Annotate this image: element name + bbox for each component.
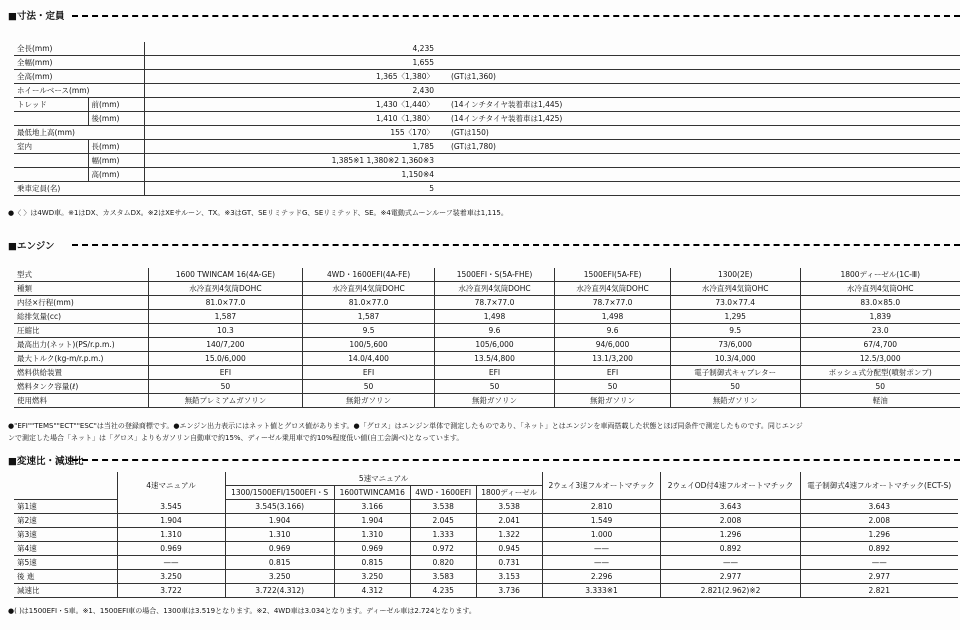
engine-cell: 9.6: [434, 324, 554, 338]
engine-cell: EFI: [555, 366, 671, 380]
engine-cell: 10.3/4,000: [670, 352, 800, 366]
dimensions-value: 1,785: [218, 140, 448, 154]
dimensions-row: [14, 154, 960, 168]
engine-cell: 140/7,200: [148, 338, 303, 352]
gear-cell: 1.904: [225, 514, 334, 528]
gear-cell: 2.977: [800, 570, 958, 584]
gear-rule: [72, 459, 960, 461]
dimensions-note: (14インチタイヤ装着車は1,425): [448, 112, 960, 126]
gear-cell: 2.008: [661, 514, 800, 528]
gear-head-ect: 電子制御式4速フルオートマチック(ECT-S): [800, 472, 958, 500]
engine-cell: 1,839: [800, 310, 960, 324]
gear-cell: 3.736: [476, 584, 542, 598]
dimensions-value: 4,235: [218, 42, 448, 56]
gear-cell: 0.969: [334, 542, 410, 556]
dimensions-value: 1,655: [218, 56, 448, 70]
gear-cell: 3.583: [410, 570, 476, 584]
gear-cell: 1.549: [542, 514, 661, 528]
engine-cell: 水冷直列4気筒OHC: [800, 282, 960, 296]
engine-cell: 水冷直列4気筒OHC: [670, 282, 800, 296]
engine-cell: 1,587: [303, 310, 434, 324]
engine-cell: 67/4,700: [800, 338, 960, 352]
engine-row: [14, 394, 960, 408]
gear-row: [14, 528, 958, 542]
gear-corner: [14, 472, 117, 486]
dimensions-spacer: [144, 168, 218, 182]
dimensions-sublabel: 幅(mm): [88, 154, 144, 168]
dimensions-value: 5: [218, 182, 448, 196]
gear-cell: 3.333※1: [542, 584, 661, 598]
engine-row-label: 最大トルク(kg-m/r.p.m.): [14, 352, 148, 366]
gear-cell: 0.972: [410, 542, 476, 556]
dimensions-label: 乗車定員(名): [14, 182, 144, 196]
gear-cell: 0.820: [410, 556, 476, 570]
gear-row: [14, 514, 958, 528]
engine-cell: 50: [800, 380, 960, 394]
gear-cell: 3.545: [117, 500, 225, 514]
gear-cell: ——: [800, 556, 958, 570]
dimensions-label: [14, 168, 88, 182]
gear-cell: 3.166: [334, 500, 410, 514]
gear-head-diesel: 1800ディーゼル: [476, 486, 542, 500]
engine-row: [14, 380, 960, 394]
engine-cell: ボッシュ式分配型(噴射ポンプ): [800, 366, 960, 380]
gear-cell: ——: [542, 542, 661, 556]
dimensions-sublabel: 後(mm): [88, 112, 144, 126]
dimensions-spacer: [144, 98, 218, 112]
dimensions-spacer: [144, 154, 218, 168]
engine-cell: 23.0: [800, 324, 960, 338]
gear-cell: 1.000: [542, 528, 661, 542]
dimensions-label: [14, 112, 88, 126]
gear-cell: ——: [661, 556, 800, 570]
dimensions-value: 1,430〈1,440〉: [218, 98, 448, 112]
engine-cell: 9.6: [555, 324, 671, 338]
gear-cell: 1.310: [334, 528, 410, 542]
dimensions-note: (GTは1,780): [448, 140, 960, 154]
gear-cell: 0.815: [334, 556, 410, 570]
gear-title: ■変速比・減速比: [8, 456, 84, 467]
gear-row-label: 後 進: [14, 570, 117, 584]
engine-row-label: 燃料供給装置: [14, 366, 148, 380]
dimensions-note: (14インチタイヤ装着車は1,445): [448, 98, 960, 112]
engine-cell: 10.3: [148, 324, 303, 338]
engine-cell: 13.1/3,200: [555, 352, 671, 366]
engine-cell: 1,587: [148, 310, 303, 324]
dimensions-label: ホイールベース(mm): [14, 84, 144, 98]
gear-cell: 2.821: [800, 584, 958, 598]
dimensions-spacer: [144, 56, 218, 70]
gear-cell: 0.815: [225, 556, 334, 570]
dimensions-label: 最低地上高(mm): [14, 126, 144, 140]
gear-cell: 2.008: [800, 514, 958, 528]
gear-cell: 3.538: [476, 500, 542, 514]
engine-cell: 無鉛プレミアムガソリン: [148, 394, 303, 408]
gear-cell: 3.722(4.312): [225, 584, 334, 598]
engine-cell: 無鉛ガソリン: [670, 394, 800, 408]
engine-cell: 1,498: [434, 310, 554, 324]
dimensions-row: [14, 70, 960, 84]
gear-cell: ——: [542, 556, 661, 570]
engine-row-label: 燃料タンク容量(ℓ): [14, 380, 148, 394]
dimensions-note: [448, 84, 960, 98]
gear-cell: 2.296: [542, 570, 661, 584]
engine-cell: 無鉛ガソリン: [303, 394, 434, 408]
engine-row-label: 圧縮比: [14, 324, 148, 338]
dimensions-note: [448, 42, 960, 56]
dimensions-sublabel: 前(mm): [88, 98, 144, 112]
engine-row: [14, 324, 960, 338]
gear-row: [14, 556, 958, 570]
engine-row: [14, 296, 960, 310]
dimensions-value: 1,385※1 1,380※2 1,360※3: [218, 154, 448, 168]
gear-cell: 3.250: [334, 570, 410, 584]
dimensions-row: [14, 140, 960, 154]
engine-cell: 14.0/4,400: [303, 352, 434, 366]
dimensions-label: トレッド: [14, 98, 88, 112]
engine-row-label: 内径×行程(mm): [14, 296, 148, 310]
gear-cell: 3.250: [225, 570, 334, 584]
engine-cell: 9.5: [670, 324, 800, 338]
engine-footnote-1: ●"EFI""TEMS""ECT""ESC"は当社の登録商標です。●エンジン出力表示にはネット値とグロス値があります。●「グロス」はエンジン単体で測定したものであり、「ネット」とはエンジンを車両搭載した状態とほぼ同条件で測定したものです。同じエンジ: [8, 422, 803, 430]
gear-cell: 3.538: [410, 500, 476, 514]
gear-cell: 1.310: [117, 528, 225, 542]
dimensions-value: 155〈170〉: [218, 126, 448, 140]
engine-cell: 50: [303, 380, 434, 394]
engine-column-header: 1500EFI・S(5A-FHE): [434, 268, 554, 282]
engine-column-header: 1800ディーゼル(1C-Ⅲ): [800, 268, 960, 282]
dimensions-note: [448, 168, 960, 182]
engine-cell: 無鉛ガソリン: [555, 394, 671, 408]
engine-cell: 78.7×77.0: [555, 296, 671, 310]
gear-row: [14, 584, 958, 598]
dimensions-row: [14, 168, 960, 182]
dimensions-value: 1,150※4: [218, 168, 448, 182]
dimensions-row: [14, 126, 960, 140]
engine-cell: 水冷直列4気筒DOHC: [555, 282, 671, 296]
engine-cell: 水冷直列4気筒DOHC: [303, 282, 434, 296]
gear-cell: 3.643: [800, 500, 958, 514]
dimensions-sublabel: 長(mm): [88, 140, 144, 154]
engine-column-header: 1600 TWINCAM 16(4A-GE): [148, 268, 303, 282]
dimensions-note: (GTは150): [448, 126, 960, 140]
engine-column-header: 1500EFI(5A-FE): [555, 268, 671, 282]
dimensions-spacer: [144, 84, 218, 98]
engine-cell: 50: [670, 380, 800, 394]
gear-footnote: ●( )は1500EFI・S車。※1、1500EFI車の場合、1300車は3.519となります。※2、4WD車は3.034となります。ディーゼル車は2.724となります。: [8, 607, 476, 615]
engine-cell: 無鉛ガソリン: [434, 394, 554, 408]
dimensions-rule: [72, 15, 960, 17]
gear-head-4at-od: 2ウェイOD付4速フルオートマチック: [661, 472, 800, 500]
dimensions-row: [14, 112, 960, 126]
gear-cell: 1.333: [410, 528, 476, 542]
gear-row-label: 第5速: [14, 556, 117, 570]
gear-cell: 3.643: [661, 500, 800, 514]
engine-cell: 電子制御式キャブレター: [670, 366, 800, 380]
engine-cell: 15.0/6,000: [148, 352, 303, 366]
engine-cell: EFI: [148, 366, 303, 380]
dimensions-label: 全長(mm): [14, 42, 144, 56]
gear-head-1600tc: 1600TWINCAM16: [334, 486, 410, 500]
dimensions-spacer: [144, 112, 218, 126]
gear-row-label: 第3速: [14, 528, 117, 542]
engine-cell: EFI: [303, 366, 434, 380]
engine-cell: 50: [555, 380, 671, 394]
engine-cell: 73.0×77.4: [670, 296, 800, 310]
engine-cell: 水冷直列4気筒DOHC: [434, 282, 554, 296]
gear-row-label: 第2速: [14, 514, 117, 528]
engine-cell: 水冷直列4気筒DOHC: [148, 282, 303, 296]
engine-cell: 1,498: [555, 310, 671, 324]
dimensions-note: (GTは1,360): [448, 70, 960, 84]
engine-row-label: 総排気量(cc): [14, 310, 148, 324]
dimensions-label: 全高(mm): [14, 70, 144, 84]
engine-row: [14, 352, 960, 366]
gear-row: [14, 542, 958, 556]
engine-row-label: 使用燃料: [14, 394, 148, 408]
dimensions-label: [14, 154, 88, 168]
gear-cell: 1.310: [225, 528, 334, 542]
gear-row-label: 減速比: [14, 584, 117, 598]
engine-cell: 81.0×77.0: [303, 296, 434, 310]
gear-row: [14, 570, 958, 584]
engine-cell: 軽油: [800, 394, 960, 408]
gear-row: [14, 500, 958, 514]
dimensions-label: 全幅(mm): [14, 56, 144, 70]
gear-cell: 1.296: [800, 528, 958, 542]
dimensions-spacer: [144, 182, 218, 196]
gear-cell: 3.545(3.166): [225, 500, 334, 514]
gear-cell: 0.731: [476, 556, 542, 570]
engine-footnote-2: ンで測定した場合「ネット」は「グロス」よりもガソリン自動車で約15%、ディーゼル乗用車で約10%程度低い値(自工会調べ)となっています。: [8, 434, 464, 442]
gear-corner-2: [14, 486, 117, 500]
gear-cell: 0.969: [225, 542, 334, 556]
gear-cell: 4.312: [334, 584, 410, 598]
engine-row: [14, 310, 960, 324]
dimensions-value: 2,430: [218, 84, 448, 98]
gear-cell: 4.235: [410, 584, 476, 598]
gear-row-label: 第4速: [14, 542, 117, 556]
gear-cell: 2.810: [542, 500, 661, 514]
dimensions-row: [14, 98, 960, 112]
dimensions-title: ■寸法・定員: [8, 11, 65, 22]
gear-head-5mt: 5速マニュアル: [225, 472, 542, 486]
engine-row-header: 型式: [14, 268, 148, 282]
gear-cell: 2.821(2.962)※2: [661, 584, 800, 598]
dimensions-note: [448, 56, 960, 70]
gear-head-3at: 2ウェイ3速フルオートマチック: [542, 472, 661, 500]
engine-cell: 73/6,000: [670, 338, 800, 352]
engine-cell: 100/5,600: [303, 338, 434, 352]
dimensions-footnote: ●〈 〉は4WD車。※1はDX、カスタムDX。※2はXEサルーン、TX。※3はGT、SEリミテッドG、SEリミテッド、SE。※4電動式ムーンルーフ装着車は1,115。: [8, 209, 508, 217]
gear-cell: ——: [117, 556, 225, 570]
gear-table: [14, 472, 958, 598]
engine-row: [14, 338, 960, 352]
dimensions-note: [448, 154, 960, 168]
dimensions-spacer: [144, 42, 218, 56]
dimensions-spacer: [144, 70, 218, 84]
dimensions-row: [14, 42, 960, 56]
gear-cell: 0.969: [117, 542, 225, 556]
dimensions-spacer: [144, 140, 218, 154]
gear-cell: 2.041: [476, 514, 542, 528]
engine-column-header: 1300(2E): [670, 268, 800, 282]
gear-head-4mt: 4速マニュアル: [117, 472, 225, 500]
engine-row-label: 最高出力(ネット)(PS/r.p.m.): [14, 338, 148, 352]
gear-cell: 0.892: [800, 542, 958, 556]
gear-cell: 3.250: [117, 570, 225, 584]
engine-cell: 50: [148, 380, 303, 394]
dimensions-value: 1,365〈1,380〉: [218, 70, 448, 84]
engine-cell: 78.7×77.0: [434, 296, 554, 310]
engine-cell: 50: [434, 380, 554, 394]
engine-cell: 12.5/3,000: [800, 352, 960, 366]
dimensions-sublabel: 高(mm): [88, 168, 144, 182]
engine-cell: 81.0×77.0: [148, 296, 303, 310]
gear-cell: 0.892: [661, 542, 800, 556]
gear-cell: 3.153: [476, 570, 542, 584]
dimensions-note: [448, 182, 960, 196]
engine-cell: 83.0×85.0: [800, 296, 960, 310]
engine-row: [14, 366, 960, 380]
engine-row-label: 種類: [14, 282, 148, 296]
engine-column-header: 4WD・1600EFI(4A-FE): [303, 268, 434, 282]
gear-cell: 1.296: [661, 528, 800, 542]
gear-cell: 3.722: [117, 584, 225, 598]
dimensions-spacer: [144, 126, 218, 140]
engine-title: ■エンジン: [8, 241, 55, 252]
gear-cell: 2.977: [661, 570, 800, 584]
engine-rule: [72, 244, 960, 246]
engine-cell: 13.5/4,800: [434, 352, 554, 366]
engine-cell: 1,295: [670, 310, 800, 324]
dimensions-table: [14, 42, 960, 196]
engine-cell: EFI: [434, 366, 554, 380]
dimensions-row: [14, 182, 960, 196]
engine-cell: 9.5: [303, 324, 434, 338]
dimensions-label: 室内: [14, 140, 88, 154]
gear-cell: 1.322: [476, 528, 542, 542]
gear-cell: 1.904: [334, 514, 410, 528]
gear-row-label: 第1速: [14, 500, 117, 514]
gear-cell: 0.945: [476, 542, 542, 556]
gear-cell: 2.045: [410, 514, 476, 528]
dimensions-row: [14, 56, 960, 70]
dimensions-value: 1,410〈1,380〉: [218, 112, 448, 126]
gear-head-1300: 1300/1500EFI/1500EFI・S: [225, 486, 334, 500]
engine-table: [14, 268, 960, 408]
gear-head-4wd: 4WD・1600EFI: [410, 486, 476, 500]
dimensions-row: [14, 84, 960, 98]
gear-cell: 1.904: [117, 514, 225, 528]
engine-cell: 94/6,000: [555, 338, 671, 352]
engine-cell: 105/6,000: [434, 338, 554, 352]
engine-row: [14, 282, 960, 296]
